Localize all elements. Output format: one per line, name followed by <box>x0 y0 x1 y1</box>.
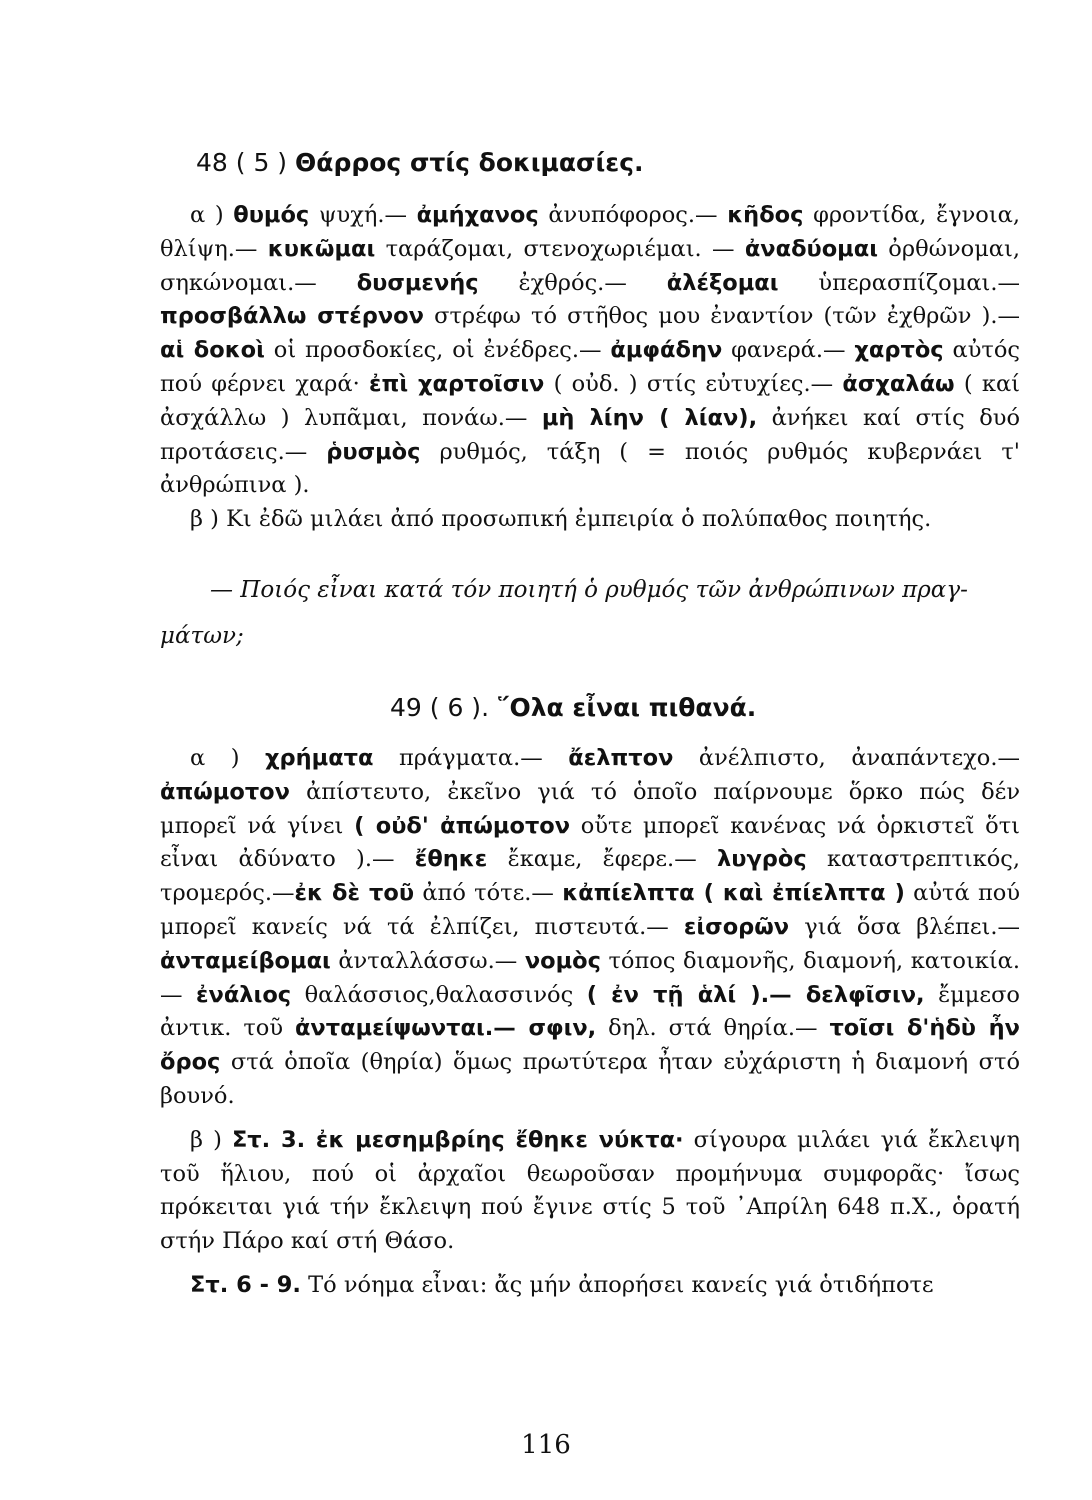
bold-term: ἀνταμείβομαι <box>160 947 331 974</box>
gloss-text: οὔτε μπορεῖ κανένας νά ὁρκιστεῖ ὅτι εἶναι ἀδύνατο ).— <box>160 812 1020 873</box>
bold-term: ἀναδύομαι <box>744 235 878 262</box>
gloss-text: ρυθμός, τάξη ( = ποιός ρυθμός κυβερνάει τ' ἀνθρώπινα ). <box>160 438 1020 499</box>
gloss-text: γιά ὅσα βλέπει.— <box>789 913 1020 940</box>
bold-term: ἀλέξομαι <box>666 269 779 296</box>
gloss-text: ἀπό τότε.— <box>414 880 563 907</box>
gloss-text: ἀνήκει καί στίς δυό προτάσεις.— <box>160 404 1020 465</box>
bold-term: χαρτὸς <box>854 337 944 364</box>
gloss-text: δηλ. στά θηρία.— <box>596 1015 830 1042</box>
gloss-text: φροντίδα, ἔγνοια, θλίψη.— <box>160 202 1020 262</box>
gloss-text: φανερά.— <box>722 337 855 364</box>
gloss-text: ἐχθρός.— <box>478 269 667 296</box>
bold-term: ἔθηκε <box>414 846 488 873</box>
gloss-text: β ) <box>190 1126 232 1153</box>
question-line-2: μάτων; <box>160 622 244 649</box>
bold-term: εἰσορῶν <box>683 913 790 940</box>
gloss-text: α ) <box>190 744 265 771</box>
gloss-text: ψυχή.— <box>309 202 417 228</box>
bold-term: αἱ δοκοὶ <box>160 337 265 364</box>
gloss-text: ἀνταλλάσσω.— <box>330 947 525 974</box>
gloss-text: ὀρθώνομαι, σηκώνομαι.— <box>160 235 1020 296</box>
gloss-text: θαλάσσιος,θαλασσινός <box>291 981 587 1008</box>
paragraph-alpha-5 <box>160 199 1020 503</box>
gloss-text: ἔμμεσο ἀντικ. τοῦ <box>160 981 1020 1042</box>
paragraph-beta-6 <box>160 1124 1020 1259</box>
bold-term: ἐπὶ χαρτοῖσιν <box>369 370 545 397</box>
bold-term: ἀμήχανος <box>416 202 539 228</box>
bold-term: ἄελπτον <box>568 744 674 771</box>
paragraph-lines-6 <box>160 1269 1020 1303</box>
bold-term: λυγρὸς <box>717 846 807 873</box>
section-number: 48 ( 5 ) <box>196 148 288 177</box>
gloss-text: στά ὁποῖα (θηρία) ὅμως πρωτύτερα ἦταν εὐχάριστη ἡ διαμονή στό βουνό. <box>160 1049 1020 1109</box>
bold-term: ἀπώμοτον <box>160 778 290 805</box>
gloss-text: αὐτά πού μπορεῖ κανείς νά τά ἐλπίζει, πιστευτά.— <box>160 880 1021 940</box>
question <box>160 567 1020 659</box>
bold-term: ἀσχαλάω <box>842 370 955 397</box>
bold-term: ῥυσμὸς <box>326 438 421 465</box>
bold-term: θυμός <box>233 202 310 228</box>
gloss-text: αὐτός πού φέρνει χαρά· <box>160 337 1020 397</box>
section-title: Θάρρος στίς δοκιμασίες. <box>295 148 644 177</box>
bold-term: κῆδος <box>727 202 804 228</box>
gloss-text: ἀπίστευτο, ἐκεῖνο γιά τό ὁποῖο παίρνουμε ὅρκο πώς δέν μπορεῖ νά γίνει <box>160 778 1020 839</box>
section-number: 49 ( 6 ). <box>390 692 490 722</box>
gloss-text: ἀνυπόφορος.— <box>538 202 728 228</box>
bold-term: Στ. 3. ἐκ μεσημβρίης ἔθηκε νύκτα· <box>231 1126 684 1153</box>
bold-term: δυσμενής <box>356 269 479 296</box>
bold-term: τοῖσι δ'ἡδὺ ἦν ὄρος <box>160 1015 1020 1076</box>
page-body <box>160 148 1020 1303</box>
gloss-text: σίγουρα μιλάει γιά ἔκλειψη τοῦ ἥλιου, πού οἱ ἀρχαῖοι θεωροῦσαν προμήνυμα συμφορᾶς· ἴσως πρόκειται γιά τήν ἔκλειψη πού ἔγινε στίς 5 τοῦ ᾿Απρίλη 648 π.Χ., ὁρατή στήν Πάρο καί στή Θάσο. <box>160 1126 1020 1255</box>
gloss-text: α ) <box>190 202 234 228</box>
bold-term: ( ἐν τῇ ἁλί ).— δελφῖσιν, <box>586 981 925 1008</box>
section-title: ῞Ολα εἶναι πιθανά. <box>496 692 757 722</box>
bold-term: χρήματα <box>265 744 374 771</box>
section-heading-6 <box>160 693 1020 722</box>
gloss-text: ταράζομαι, στενοχωριέμαι. — <box>375 235 745 262</box>
gloss-text: ( καί ἀσχάλλω ) λυπᾶμαι, πονάω.— <box>160 370 1020 431</box>
gloss-text: καταστρεπτικός, τρομερός.— <box>160 846 1020 907</box>
gloss-text: ἔκαμε, ἔφερε.— <box>487 846 718 873</box>
gloss-text: οἱ προσδοκίες, οἱ ἐνέδρες.— <box>264 337 611 364</box>
bold-term: ἐκ δὲ τοῦ <box>294 880 415 907</box>
gloss-text: ἀνέλπιστο, ἀναπάντεχο.— <box>673 744 1020 771</box>
gloss-text: Τό νόημα εἶναι: ἄς μήν ἀπορήσει κανείς γιά ὁτιδήποτε <box>300 1271 934 1298</box>
gloss-text: ὑπερασπίζομαι.— <box>778 269 1020 296</box>
gloss-text: στρέφω τό στῆθος μου ἐναντίον (τῶν ἐχθρῶν ).— <box>423 303 1021 330</box>
bold-term: κἀπίελπτα ( καὶ ἐπίελπτα ) <box>562 880 905 907</box>
gloss-text: ( οὐδ. ) στίς εὐτυχίες.— <box>544 370 843 397</box>
gloss-text: τόπος διαμονῆς, διαμονή, κατοικία.— <box>160 947 1020 1008</box>
bold-term: κυκῶμαι <box>267 235 376 262</box>
question-line-1: — Ποιός εἶναι κατά τόν ποιητή ὁ ρυθμός τῶν ἀνθρώπινων πραγ- <box>210 576 968 603</box>
bold-term: ἀνταμείψωνται.— σφιν, <box>294 1015 597 1042</box>
bold-term: προσβάλλω στέρνον <box>160 303 424 330</box>
paragraph-beta-5: β ) Κι ἐδῶ μιλάει ἀπό προσωπική ἐμπειρία ὁ πολύπαθος ποιητής. <box>190 506 932 533</box>
gloss-text: πράγματα.— <box>373 744 569 771</box>
bold-term: νομὸς <box>524 947 601 974</box>
section-heading-5 <box>160 148 1020 177</box>
bold-term: μὴ λίην ( λίαν), <box>541 404 758 431</box>
bold-term: Στ. 6 - 9. <box>190 1271 301 1298</box>
page-number: 116 <box>521 1430 571 1460</box>
bold-term: ἐνάλιος <box>196 981 292 1008</box>
bold-term: ( οὐδ' ἀπώμοτον <box>354 812 571 839</box>
paragraph-alpha-6 <box>160 742 1020 1114</box>
bold-term: ἀμφάδην <box>610 337 723 364</box>
